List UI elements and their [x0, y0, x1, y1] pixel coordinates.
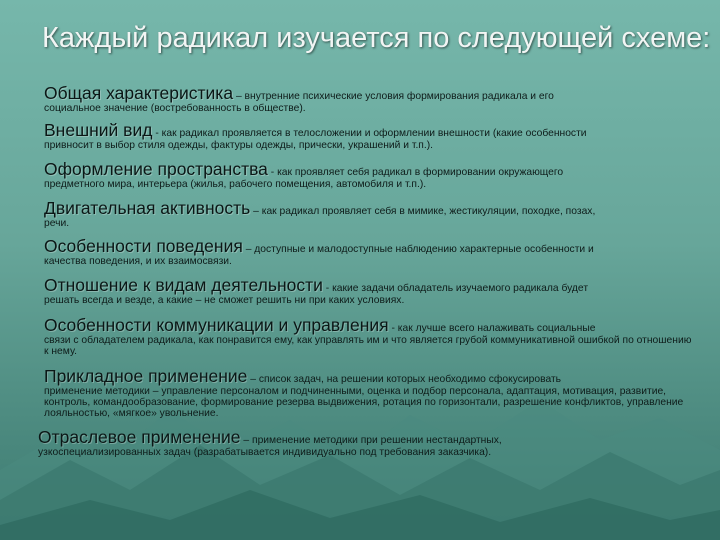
item-description: – список задач, на решении которых необходимо сфокусировать	[247, 374, 562, 385]
item-industry-use	[38, 427, 688, 458]
item-heading: Общая характеристика	[44, 83, 234, 103]
item-description: – доступные и малодоступные наблюдению характерные особенности и	[242, 244, 594, 255]
item-description-continued: узкоспециализированных задач (разрабатывается индивидуально под требования заказчика).	[38, 447, 492, 458]
item-description-continued: привносит в выбор стиля одежды, фактуры одежды, прически, украшений и т.п.).	[44, 140, 434, 151]
item-heading: Внешний вид	[44, 120, 153, 140]
item-heading: Двигательная активность	[44, 198, 251, 218]
item-description: - как лучше всего налаживать социальные	[388, 323, 596, 334]
item-general-characteristics	[44, 83, 694, 114]
item-description-continued: предметного мира, интерьера (жилья, рабочего помещения, автомобиля и т.п.).	[44, 179, 427, 190]
item-description: - как проявляет себя радикал в формировании окружающего	[267, 167, 564, 178]
item-description-continued: качества поведения, и их взаимосвязи.	[44, 256, 232, 267]
item-description-continued: применение методики – управление персоналом и подчиненными, оценка и подбор персонала, адаптация, мотивация, развитие, контроль, командообразование, формирование резерва выдвижения, ротация по горизонтали, разрешение конфликтов, управление лояльностью, «мягкое» увольнение.	[44, 386, 684, 419]
item-heading: Оформление пространства	[44, 159, 268, 179]
item-description: – как радикал проявляет себя в мимике, жестикуляции, походке, позах,	[250, 206, 596, 217]
item-heading: Прикладное применение	[44, 366, 248, 386]
item-description-continued: социальное значение (востребованность в обществе).	[44, 103, 306, 114]
slide-title: Каждый радикал изучается по следующей схеме:	[42, 22, 711, 54]
item-heading: Отраслевое применение	[38, 427, 241, 447]
item-description: – применение методики при решении нестандартных,	[240, 435, 502, 446]
item-description-continued: речи.	[44, 218, 70, 229]
item-description-continued: связи с обладателем радикала, как понравится ему, как управлять им и что является грубой коммуникативной ошибкой по отношению к нему.	[44, 335, 692, 357]
item-heading: Особенности поведения	[44, 236, 243, 256]
item-space-design	[44, 159, 694, 190]
item-activity-attitude	[44, 275, 694, 306]
item-communication-management	[44, 315, 694, 357]
item-appearance	[44, 120, 694, 151]
item-heading: Особенности коммуникации и управления	[44, 315, 389, 335]
item-description: - какие задачи обладатель изучаемого радикала будет	[322, 283, 589, 294]
item-description-continued: решать всегда и везде, а какие – не сможет решить ни при каких условиях.	[44, 295, 405, 306]
item-motor-activity	[44, 198, 694, 229]
item-heading: Отношение к видам деятельности	[44, 275, 323, 295]
item-applied-use	[44, 366, 694, 419]
item-description: - как радикал проявляется в телосложении и оформлении внешности (какие особенности	[152, 128, 587, 139]
item-description: – внутренние психические условия формирования радикала и его	[233, 91, 554, 102]
item-behavior-features	[44, 236, 694, 267]
